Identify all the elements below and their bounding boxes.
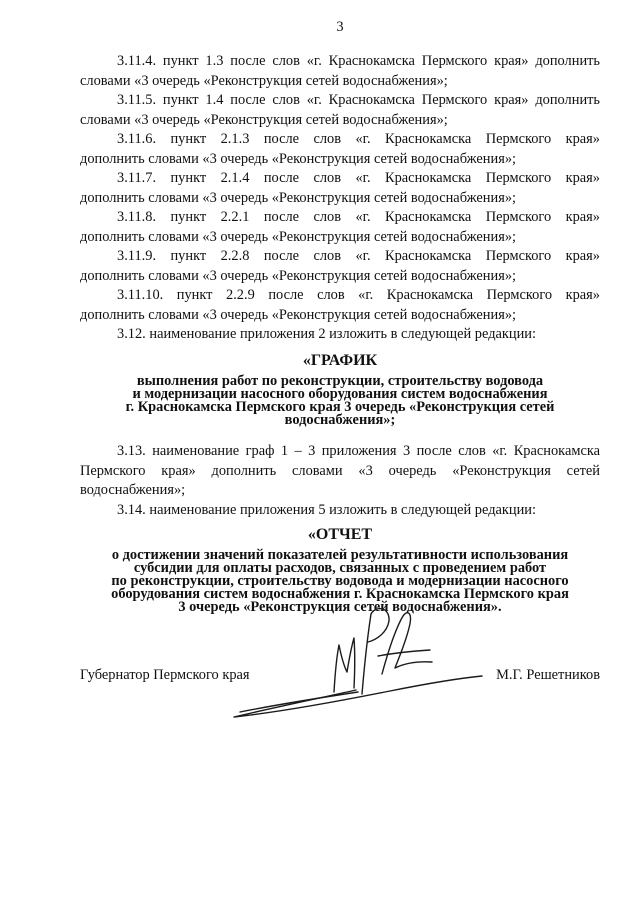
amendment-item xyxy=(80,501,600,521)
text-line: дополнить словами «3 очередь «Реконструкция сетей водоснабжения»; xyxy=(80,150,517,167)
text-line: дополнить словами «3 очередь «Реконструкция сетей водоснабжения»; xyxy=(80,306,517,323)
text-line: дополнить словами «3 очередь «Реконструкция сетей водоснабжения»; xyxy=(80,189,517,206)
amendments-list xyxy=(80,52,600,345)
text-line: 3.13. наименование граф 1 – 3 приложения 3 после слов «г. Краснокамска xyxy=(117,443,600,459)
title-line: выполнения работ по реконструкции, строительству водовода xyxy=(136,372,544,389)
text-line: 3.11.10. пункт 2.2.9 после слов «г. Краснокамска Пермского края» xyxy=(117,287,600,303)
page-number: 3 xyxy=(336,19,344,35)
signature-image xyxy=(220,600,500,730)
amendments-list-continued xyxy=(80,442,600,520)
amendment-item xyxy=(80,442,600,501)
text-line: 3.11.4. пункт 1.3 после слов «г. Краснокамска Пермского края» дополнить xyxy=(117,53,600,69)
amendment-item xyxy=(80,130,600,169)
text-line: 3.11.6. пункт 2.1.3 после слов «г. Краснокамска Пермского края» xyxy=(117,131,600,147)
amendment-item xyxy=(80,52,600,91)
amendment-item xyxy=(80,325,600,345)
title-line: водоснабжения»; xyxy=(284,411,396,428)
amendment-item xyxy=(80,286,600,325)
title-line: и модернизации насосного оборудования систем водоснабжения xyxy=(132,385,548,402)
signature-stroke xyxy=(240,692,358,712)
text-line: 3.11.5. пункт 1.4 после слов «г. Краснокамска Пермского края» дополнить xyxy=(117,92,600,108)
title-line: г. Краснокамска Пермского края 3 очередь «Реконструкция сетей xyxy=(125,398,555,415)
text-line: 3.11.7. пункт 2.1.4 после слов «г. Краснокамска Пермского края» xyxy=(117,170,600,186)
amendment-item xyxy=(80,208,600,247)
report-heading: «ОТЧЕТ xyxy=(307,526,373,543)
text-line: дополнить словами «3 очередь «Реконструкция сетей водоснабжения»; xyxy=(80,267,517,284)
text-line: словами «3 очередь «Реконструкция сетей водоснабжения»; xyxy=(80,72,448,89)
title-line: субсидии для оплаты расходов, связанных с проведением работ xyxy=(133,559,547,576)
text-line: словами «3 очередь «Реконструкция сетей водоснабжения»; xyxy=(80,111,448,128)
title-line: оборудования систем водоснабжения г. Краснокамска Пермского края xyxy=(111,585,569,602)
schedule-heading: «ГРАФИК xyxy=(302,352,378,369)
text-line: 3.14. наименование приложения 5 изложить в следующей редакции: xyxy=(117,501,536,518)
title-line: по реконструкции, строительству водовода и модернизации насосного xyxy=(111,572,569,589)
text-line: 3.12. наименование приложения 2 изложить в следующей редакции: xyxy=(117,326,536,342)
signatory-position: Губернатор Пермского края xyxy=(80,667,250,683)
text-line: 3.11.8. пункт 2.2.1 после слов «г. Краснокамска Пермского края» xyxy=(117,209,600,225)
text-line: 3.11.9. пункт 2.2.8 после слов «г. Краснокамска Пермского края» xyxy=(117,248,600,264)
signature-stroke xyxy=(378,650,430,656)
text-line: дополнить словами «3 очередь «Реконструкция сетей водоснабжения»; xyxy=(80,228,517,245)
amendment-item xyxy=(80,169,600,208)
title-line: 3 очередь «Реконструкция сетей водоснабжения». xyxy=(178,598,502,615)
text-line: водоснабжения»; xyxy=(80,482,186,498)
text-line: Пермского края» дополнить словами «3 очередь «Реконструкция сетей xyxy=(80,462,600,479)
signature-drawing xyxy=(220,600,500,730)
amendment-item xyxy=(80,91,600,130)
signatory-name: М.Г. Решетников xyxy=(496,667,600,683)
amendment-item xyxy=(80,247,600,286)
schedule-title xyxy=(80,352,600,427)
title-line: о достижении значений показателей результативности использования xyxy=(111,546,569,563)
signature-block xyxy=(80,666,600,686)
